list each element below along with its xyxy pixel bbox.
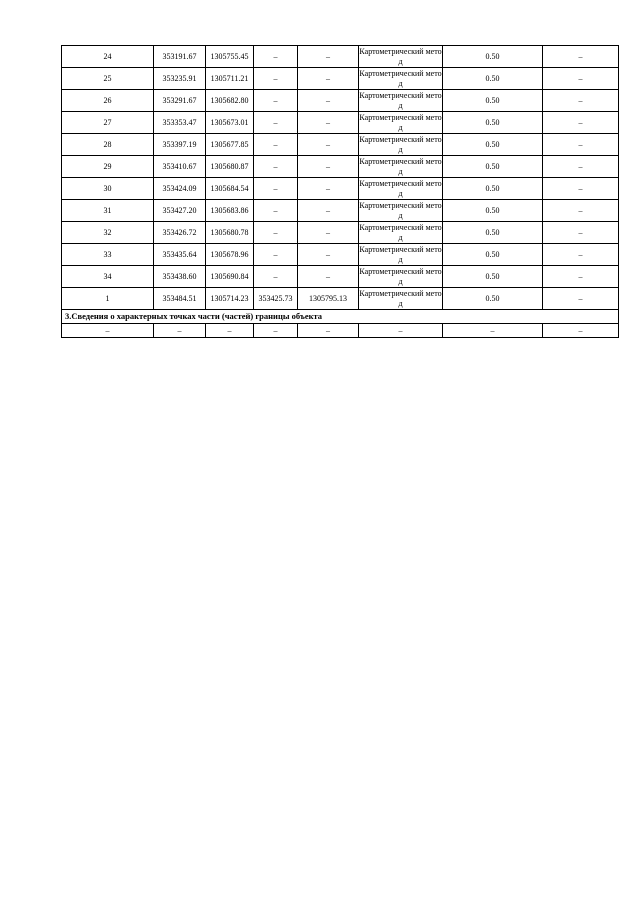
method-cell: Картометрический метод	[359, 223, 442, 242]
point-number: 1	[62, 288, 154, 310]
empty-cell: –	[298, 324, 359, 338]
coord-x: 353191.67	[154, 46, 206, 68]
empty-cell: –	[154, 324, 206, 338]
coord-y-alt: –	[298, 156, 359, 178]
coord-x: 353397.19	[154, 134, 206, 156]
description-cell: –	[543, 68, 619, 90]
coord-x: 353291.67	[154, 90, 206, 112]
table-row	[62, 244, 619, 266]
point-number: 31	[62, 200, 154, 222]
precision-cell: 0.50	[443, 68, 543, 90]
coord-x: 353438.60	[154, 266, 206, 288]
table-row	[62, 112, 619, 134]
coord-y-alt: –	[298, 266, 359, 288]
coord-x-alt: –	[254, 178, 298, 200]
coord-y: 1305677.85	[206, 134, 254, 156]
point-number: 30	[62, 178, 154, 200]
method-cell: Картометрический метод	[359, 179, 442, 198]
coord-y-alt: –	[298, 178, 359, 200]
coord-y-alt: –	[298, 134, 359, 156]
precision-cell: 0.50	[443, 244, 543, 266]
coord-y: 1305755.45	[206, 46, 254, 68]
method-cell: Картометрический метод	[359, 69, 442, 88]
point-number: 24	[62, 46, 154, 68]
section-title: 3.Сведения о характерных точках части (частей) границы объекта	[62, 310, 619, 324]
coord-y: 1305680.78	[206, 222, 254, 244]
description-cell: –	[543, 90, 619, 112]
description-cell: –	[543, 266, 619, 288]
point-number: 25	[62, 68, 154, 90]
coord-x: 353353.47	[154, 112, 206, 134]
precision-cell: 0.50	[443, 222, 543, 244]
empty-cell: –	[359, 324, 443, 338]
coord-y: 1305711.21	[206, 68, 254, 90]
coord-x-alt: –	[254, 200, 298, 222]
precision-cell: 0.50	[443, 46, 543, 68]
coord-x-alt: –	[254, 46, 298, 68]
point-number: 28	[62, 134, 154, 156]
precision-cell: 0.50	[443, 156, 543, 178]
empty-cell: –	[443, 324, 543, 338]
boundary-points-table	[61, 45, 619, 338]
coord-x: 353410.67	[154, 156, 206, 178]
empty-cell: –	[62, 324, 154, 338]
coord-x: 353435.64	[154, 244, 206, 266]
coord-y: 1305678.96	[206, 244, 254, 266]
point-number: 29	[62, 156, 154, 178]
method-cell: Картометрический метод	[359, 289, 442, 308]
method-cell: Картометрический метод	[359, 91, 442, 110]
point-number: 27	[62, 112, 154, 134]
coord-x: 353426.72	[154, 222, 206, 244]
description-cell: –	[543, 244, 619, 266]
coord-y: 1305684.54	[206, 178, 254, 200]
description-cell: –	[543, 222, 619, 244]
table-row	[62, 222, 619, 244]
table-row	[62, 68, 619, 90]
table-row	[62, 200, 619, 222]
point-number: 32	[62, 222, 154, 244]
coord-x-alt: –	[254, 244, 298, 266]
precision-cell: 0.50	[443, 112, 543, 134]
method-cell: Картометрический метод	[359, 245, 442, 264]
empty-row	[62, 324, 619, 338]
empty-cell: –	[254, 324, 298, 338]
coord-x: 353427.20	[154, 200, 206, 222]
coord-y: 1305690.84	[206, 266, 254, 288]
empty-cell: –	[206, 324, 254, 338]
coord-y-alt: –	[298, 46, 359, 68]
method-cell: Картометрический метод	[359, 157, 442, 176]
point-number: 33	[62, 244, 154, 266]
precision-cell: 0.50	[443, 200, 543, 222]
coord-y-alt: –	[298, 222, 359, 244]
coord-x-alt: –	[254, 68, 298, 90]
coord-y-alt: –	[298, 112, 359, 134]
coord-x-alt: –	[254, 134, 298, 156]
description-cell: –	[543, 178, 619, 200]
section-row	[62, 310, 619, 324]
empty-cell: –	[543, 324, 619, 338]
coord-y-alt: –	[298, 90, 359, 112]
coord-y: 1305683.86	[206, 200, 254, 222]
coord-y-alt: –	[298, 68, 359, 90]
coord-x: 353424.09	[154, 178, 206, 200]
method-cell: Картометрический метод	[359, 201, 442, 220]
table-row	[62, 46, 619, 68]
method-cell: Картометрический метод	[359, 47, 442, 66]
point-number: 34	[62, 266, 154, 288]
point-number: 26	[62, 90, 154, 112]
description-cell: –	[543, 200, 619, 222]
precision-cell: 0.50	[443, 90, 543, 112]
precision-cell: 0.50	[443, 288, 543, 310]
description-cell: –	[543, 288, 619, 310]
method-cell: Картометрический метод	[359, 267, 442, 286]
description-cell: –	[543, 134, 619, 156]
precision-cell: 0.50	[443, 178, 543, 200]
coord-y-alt: –	[298, 200, 359, 222]
table-body	[62, 46, 619, 338]
table-row	[62, 134, 619, 156]
coord-y-alt: –	[298, 244, 359, 266]
table-row	[62, 178, 619, 200]
precision-cell: 0.50	[443, 134, 543, 156]
coord-x: 353235.91	[154, 68, 206, 90]
coord-x-alt: –	[254, 266, 298, 288]
method-cell: Картометрический метод	[359, 135, 442, 154]
table-row	[62, 266, 619, 288]
description-cell: –	[543, 156, 619, 178]
table-row	[62, 288, 619, 310]
table-row	[62, 90, 619, 112]
coord-y: 1305714.23	[206, 288, 254, 310]
coord-x: 353484.51	[154, 288, 206, 310]
coord-y: 1305673.01	[206, 112, 254, 134]
table-row	[62, 156, 619, 178]
coord-x-alt: –	[254, 222, 298, 244]
coord-x-alt: 353425.73	[254, 288, 298, 310]
description-cell: –	[543, 112, 619, 134]
precision-cell: 0.50	[443, 266, 543, 288]
coord-x-alt: –	[254, 112, 298, 134]
coord-y: 1305680.87	[206, 156, 254, 178]
description-cell: –	[543, 46, 619, 68]
coord-x-alt: –	[254, 90, 298, 112]
coord-y: 1305682.80	[206, 90, 254, 112]
method-cell: Картометрический метод	[359, 113, 442, 132]
coord-y-alt: 1305795.13	[298, 288, 359, 310]
coord-x-alt: –	[254, 156, 298, 178]
